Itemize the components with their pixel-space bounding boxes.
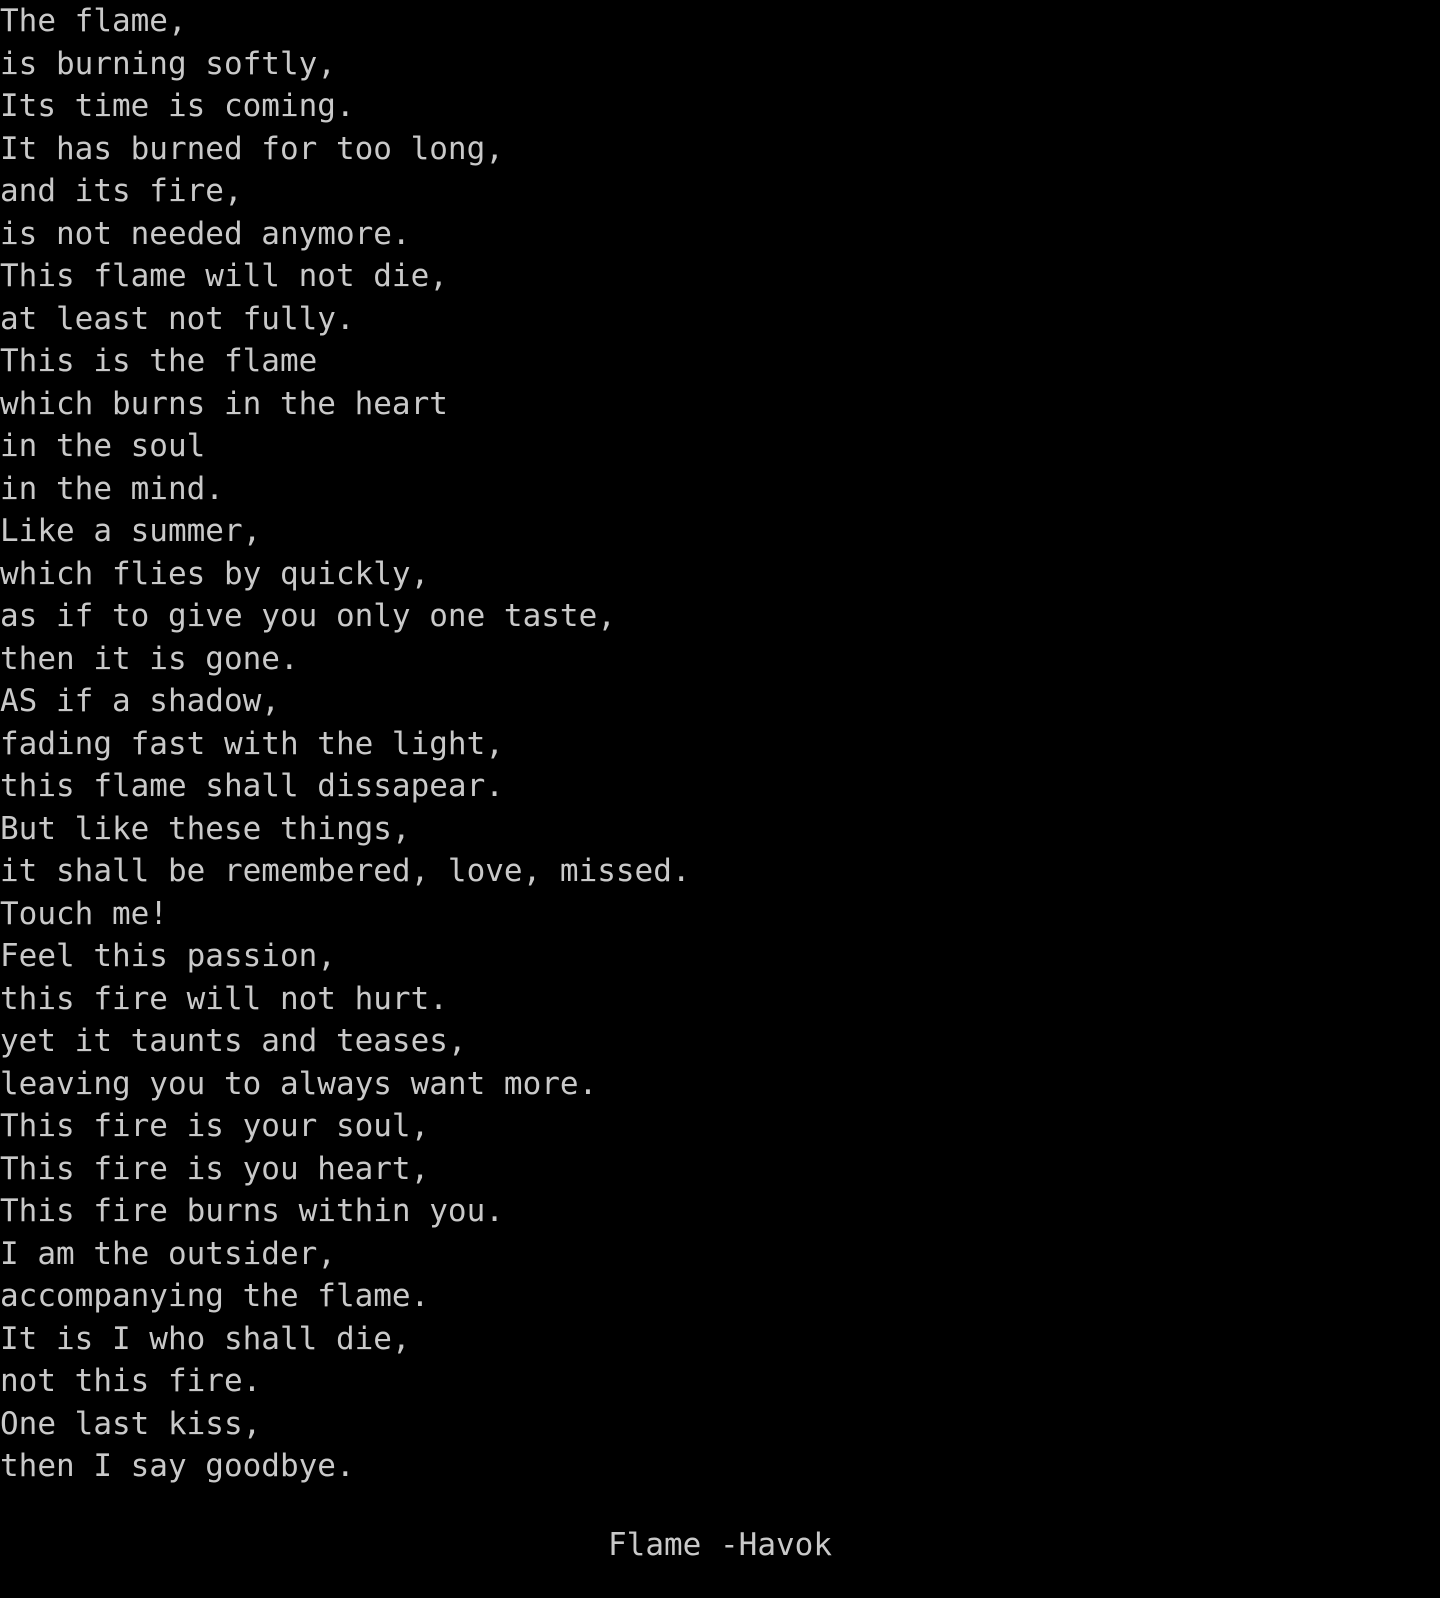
poem-line: leaving you to always want more. — [0, 1065, 598, 1102]
poem-line: and its fire, — [0, 173, 243, 209]
poem-line: This is the flame — [0, 343, 318, 379]
poem-line: The flame, — [0, 3, 187, 39]
poem-line: not this fire. — [0, 1363, 262, 1399]
poem-line: this fire will not hurt. — [0, 980, 448, 1017]
poem-line: I am the outsider, — [0, 1235, 336, 1272]
poem-line: This fire is your soul, — [0, 1108, 430, 1144]
poem-line: Like a summer, — [0, 513, 262, 549]
poem-line: It is I who shall die, — [0, 1320, 411, 1357]
poem-line: fading fast with the light, — [0, 725, 504, 762]
poem-line: Touch me! — [0, 895, 168, 932]
poem-line: then I say goodbye. — [0, 1448, 355, 1484]
poem-line: it shall be remembered, love, missed. — [0, 853, 691, 889]
poem-line: Its time is coming. — [0, 88, 355, 124]
poem-line: then it is gone. — [0, 640, 299, 677]
poem-line: One last kiss, — [0, 1405, 262, 1442]
poem-line: This fire is you heart, — [0, 1150, 430, 1187]
poem-line: which burns in the heart — [0, 385, 448, 422]
poem-line: which flies by quickly, — [0, 555, 430, 592]
poem-line: yet it taunts and teases, — [0, 1023, 467, 1059]
poem-line: accompanying the flame. — [0, 1278, 430, 1314]
poem-line: as if to give you only one taste, — [0, 598, 616, 634]
poem-line: This fire burns within you. — [0, 1193, 504, 1229]
poem-line: Feel this passion, — [0, 938, 336, 974]
poem-line: is burning softly, — [0, 45, 336, 82]
poem-line: This flame will not die, — [0, 258, 448, 294]
poem-line: this flame shall dissapear. — [0, 768, 504, 804]
poem-line: is not needed anymore. — [0, 215, 411, 252]
poem-line: But like these things, — [0, 810, 411, 847]
poem-line: in the soul — [0, 428, 206, 464]
poem-signature: Flame -Havok — [608, 1527, 832, 1563]
poem-line: AS if a shadow, — [0, 683, 280, 719]
poem-line: It has burned for too long, — [0, 130, 504, 167]
poem-line: in the mind. — [0, 470, 224, 507]
poem-line: at least not fully. — [0, 300, 355, 337]
